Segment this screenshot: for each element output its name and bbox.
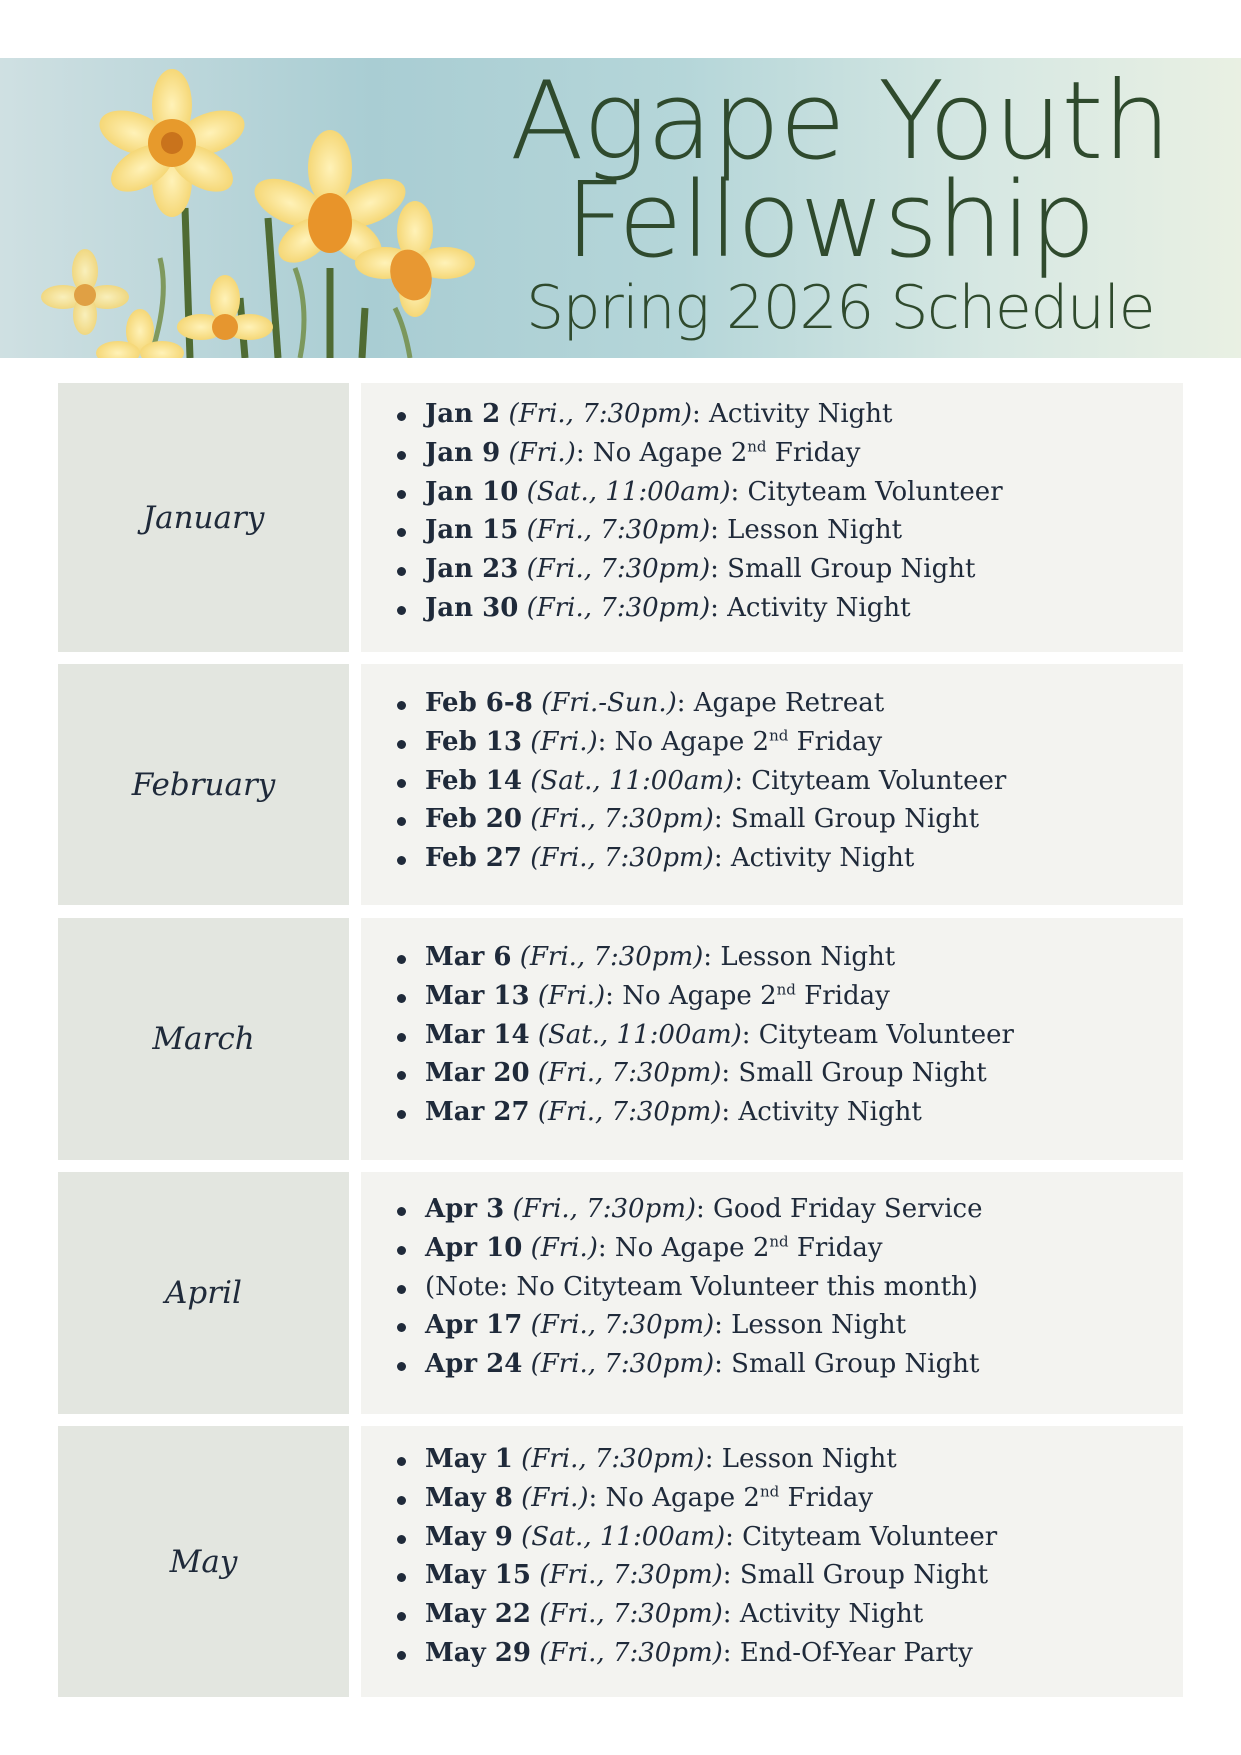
list-item bbox=[397, 938, 1014, 977]
event-description: : Activity Night bbox=[722, 1599, 924, 1630]
bullet-icon bbox=[397, 1110, 406, 1119]
event-time: (Fri.) bbox=[537, 980, 606, 1011]
event-list bbox=[397, 1190, 983, 1384]
bullet-icon bbox=[397, 528, 406, 537]
list-item bbox=[397, 1345, 983, 1384]
list-item bbox=[397, 1268, 983, 1307]
list-item bbox=[397, 1479, 997, 1518]
bullet-icon bbox=[397, 856, 406, 865]
event-description: : Activity Night bbox=[692, 399, 893, 429]
event-time: (Fri.) bbox=[521, 1482, 589, 1513]
page-title-line-2: Fellowship bbox=[565, 159, 1095, 281]
month-row-january bbox=[58, 383, 1183, 652]
event-description: : No Agape 2 bbox=[605, 980, 777, 1011]
event-date: Jan 30 bbox=[425, 592, 519, 623]
event-description: (Note: No Cityteam Volunteer this month) bbox=[425, 1271, 978, 1302]
bullet-icon bbox=[397, 1071, 406, 1080]
event-description-end: Friday bbox=[766, 437, 861, 468]
list-item bbox=[397, 1306, 983, 1345]
bullet-icon bbox=[397, 1573, 406, 1582]
event-date: Feb 20 bbox=[425, 804, 522, 835]
event-time: (Fri., 7:30pm) bbox=[530, 1349, 715, 1380]
bullet-icon bbox=[397, 1496, 406, 1505]
event-time: (Fri.) bbox=[530, 1232, 598, 1263]
event-list bbox=[397, 938, 1014, 1132]
event-date: Mar 6 bbox=[425, 942, 512, 972]
event-time: (Fri., 7:30pm) bbox=[530, 843, 714, 874]
bullet-icon bbox=[397, 1362, 406, 1371]
month-label: March bbox=[58, 918, 349, 1160]
event-description: : Small Group Night bbox=[710, 554, 976, 585]
daffodil-flowers-icon bbox=[0, 58, 480, 358]
event-date: Feb 14 bbox=[425, 765, 522, 796]
event-description: : Activity Night bbox=[710, 592, 911, 623]
event-date: Mar 13 bbox=[425, 980, 530, 1011]
events-cell bbox=[361, 383, 1183, 652]
event-date: May 1 bbox=[425, 1444, 513, 1474]
event-description: : Cityteam Volunteer bbox=[730, 476, 1003, 507]
bullet-icon bbox=[397, 412, 406, 421]
month-row-april bbox=[58, 1172, 1183, 1414]
month-label: May bbox=[58, 1426, 349, 1697]
event-description: : Small Group Night bbox=[714, 1349, 980, 1380]
header-banner bbox=[0, 58, 1241, 358]
event-description: : Small Group Night bbox=[713, 804, 980, 835]
event-time: (Fri., 7:30pm) bbox=[526, 515, 711, 546]
list-item bbox=[397, 589, 1003, 628]
list-item bbox=[397, 1229, 983, 1268]
event-date: May 9 bbox=[425, 1521, 513, 1552]
bullet-icon bbox=[397, 1323, 406, 1332]
bullet-icon bbox=[397, 567, 406, 576]
list-item bbox=[397, 550, 1003, 589]
page-title-line-1: Agape Youth bbox=[509, 59, 1171, 184]
event-description-end: Friday bbox=[779, 1482, 874, 1513]
list-item bbox=[397, 723, 1006, 762]
event-date: Jan 2 bbox=[425, 399, 501, 429]
list-item bbox=[397, 434, 1003, 473]
event-date: Feb 27 bbox=[425, 843, 522, 874]
bullet-icon bbox=[397, 1033, 406, 1042]
bullet-icon bbox=[397, 1246, 406, 1255]
event-date: Apr 10 bbox=[425, 1232, 523, 1263]
event-time: (Fri.-Sun.) bbox=[541, 688, 677, 718]
event-description: : End-Of-Year Party bbox=[722, 1637, 973, 1668]
ordinal-suffix: nd bbox=[759, 1482, 780, 1501]
event-time: (Fri., 7:30pm) bbox=[526, 554, 711, 585]
event-date: Jan 9 bbox=[425, 437, 501, 468]
event-description: : No Agape 2 bbox=[588, 1482, 760, 1513]
event-time: (Fri., 7:30pm) bbox=[512, 1194, 697, 1224]
event-description: : Lesson Night bbox=[703, 942, 896, 972]
event-time: (Fri., 7:30pm) bbox=[539, 1637, 723, 1668]
event-description: : Small Group Night bbox=[722, 1560, 989, 1591]
bullet-icon bbox=[397, 955, 406, 964]
event-time: (Fri., 7:30pm) bbox=[530, 1310, 715, 1341]
event-date: Apr 24 bbox=[425, 1349, 523, 1380]
event-description-end: Friday bbox=[788, 726, 883, 757]
event-description: : Lesson Night bbox=[710, 515, 903, 546]
event-time: (Fri., 7:30pm) bbox=[539, 1599, 723, 1630]
bullet-icon bbox=[397, 701, 406, 710]
list-item bbox=[397, 1093, 1014, 1132]
list-item bbox=[397, 1190, 983, 1229]
event-time: (Sat., 11:00am) bbox=[526, 476, 731, 507]
event-time: (Fri., 7:30pm) bbox=[519, 942, 704, 972]
event-description: : Cityteam Volunteer bbox=[741, 1019, 1014, 1050]
list-item bbox=[397, 1518, 997, 1557]
list-item bbox=[397, 1634, 997, 1673]
event-time: (Fri.) bbox=[530, 726, 598, 757]
bullet-icon bbox=[397, 1535, 406, 1544]
event-description: : Cityteam Volunteer bbox=[725, 1521, 998, 1552]
event-description: : Agape Retreat bbox=[676, 688, 885, 718]
list-item bbox=[397, 684, 1006, 723]
bullet-icon bbox=[397, 606, 406, 615]
event-time: (Fri., 7:30pm) bbox=[530, 804, 714, 835]
event-time: (Fri., 7:30pm) bbox=[508, 399, 693, 429]
page-subtitle: Spring 2026 Schedule bbox=[525, 273, 1155, 343]
event-time: (Sat., 11:00am) bbox=[530, 765, 735, 796]
month-row-may bbox=[58, 1426, 1183, 1697]
event-date: May 22 bbox=[425, 1599, 531, 1630]
event-time: (Fri., 7:30pm) bbox=[537, 1097, 722, 1128]
bullet-icon bbox=[397, 451, 406, 460]
event-description: : Cityteam Volunteer bbox=[734, 765, 1007, 796]
bullet-icon bbox=[397, 490, 406, 499]
bullet-icon bbox=[397, 994, 406, 1003]
list-item bbox=[397, 1440, 997, 1479]
events-cell bbox=[361, 1426, 1183, 1697]
event-description: : No Agape 2 bbox=[575, 437, 748, 468]
bullet-icon bbox=[397, 1612, 406, 1621]
bullet-icon bbox=[397, 1457, 406, 1466]
bullet-icon bbox=[397, 1651, 406, 1660]
list-item bbox=[397, 511, 1003, 550]
event-description-end: Friday bbox=[788, 1232, 883, 1263]
event-date: Mar 27 bbox=[425, 1097, 530, 1128]
list-item bbox=[397, 839, 1006, 878]
month-row-february bbox=[58, 664, 1183, 905]
bullet-icon bbox=[397, 1207, 406, 1216]
list-item bbox=[397, 1016, 1014, 1055]
event-time: (Fri., 7:30pm) bbox=[539, 1560, 723, 1591]
ordinal-suffix: nd bbox=[769, 726, 789, 745]
ordinal-suffix: nd bbox=[769, 1232, 789, 1251]
event-date: May 15 bbox=[425, 1560, 531, 1591]
event-description: : Activity Night bbox=[713, 843, 915, 874]
list-item bbox=[397, 800, 1006, 839]
event-date: Apr 3 bbox=[425, 1194, 505, 1224]
event-description: : Lesson Night bbox=[714, 1310, 907, 1341]
month-label: April bbox=[58, 1172, 349, 1414]
list-item bbox=[397, 977, 1014, 1016]
event-time: (Fri., 7:30pm) bbox=[526, 592, 711, 623]
event-list bbox=[397, 684, 1006, 878]
month-label: January bbox=[58, 383, 349, 652]
list-item bbox=[397, 1595, 997, 1634]
bullet-icon bbox=[397, 817, 406, 826]
event-description: : No Agape 2 bbox=[597, 726, 770, 757]
event-date: Jan 15 bbox=[425, 515, 519, 546]
event-date: May 29 bbox=[425, 1637, 531, 1668]
event-date: Apr 17 bbox=[425, 1310, 523, 1341]
event-date: Jan 10 bbox=[425, 476, 519, 507]
list-item bbox=[397, 473, 1003, 512]
event-time: (Fri., 7:30pm) bbox=[521, 1444, 705, 1474]
bullet-icon bbox=[397, 740, 406, 749]
event-time: (Sat., 11:00am) bbox=[537, 1019, 742, 1050]
events-cell bbox=[361, 918, 1183, 1160]
event-time: (Fri., 7:30pm) bbox=[537, 1058, 722, 1089]
ordinal-suffix: nd bbox=[776, 980, 796, 999]
bullet-icon bbox=[397, 1285, 406, 1294]
list-item bbox=[397, 762, 1006, 801]
event-date: Feb 13 bbox=[425, 726, 522, 757]
bullet-icon bbox=[397, 779, 406, 788]
list-item bbox=[397, 395, 1003, 434]
event-time: (Sat., 11:00am) bbox=[521, 1521, 726, 1552]
events-cell bbox=[361, 664, 1183, 905]
event-date: Mar 20 bbox=[425, 1058, 530, 1089]
month-label: February bbox=[58, 664, 349, 905]
event-description-end: Friday bbox=[795, 980, 890, 1011]
event-list bbox=[397, 1440, 997, 1673]
event-date: Jan 23 bbox=[425, 554, 519, 585]
list-item bbox=[397, 1054, 1014, 1093]
events-cell bbox=[361, 1172, 1183, 1414]
list-item bbox=[397, 1556, 997, 1595]
event-description: : No Agape 2 bbox=[597, 1232, 770, 1263]
event-description: : Small Group Night bbox=[721, 1058, 987, 1089]
ordinal-suffix: nd bbox=[747, 437, 767, 456]
event-date: Mar 14 bbox=[425, 1019, 530, 1050]
event-description: : Lesson Night bbox=[704, 1444, 897, 1474]
event-time: (Fri.) bbox=[508, 437, 576, 468]
event-description: : Good Friday Service bbox=[696, 1194, 983, 1224]
event-date: May 8 bbox=[425, 1482, 513, 1513]
event-list bbox=[397, 395, 1003, 628]
event-date: Feb 6-8 bbox=[425, 688, 533, 718]
event-description: : Activity Night bbox=[721, 1097, 922, 1128]
month-row-march bbox=[58, 918, 1183, 1160]
